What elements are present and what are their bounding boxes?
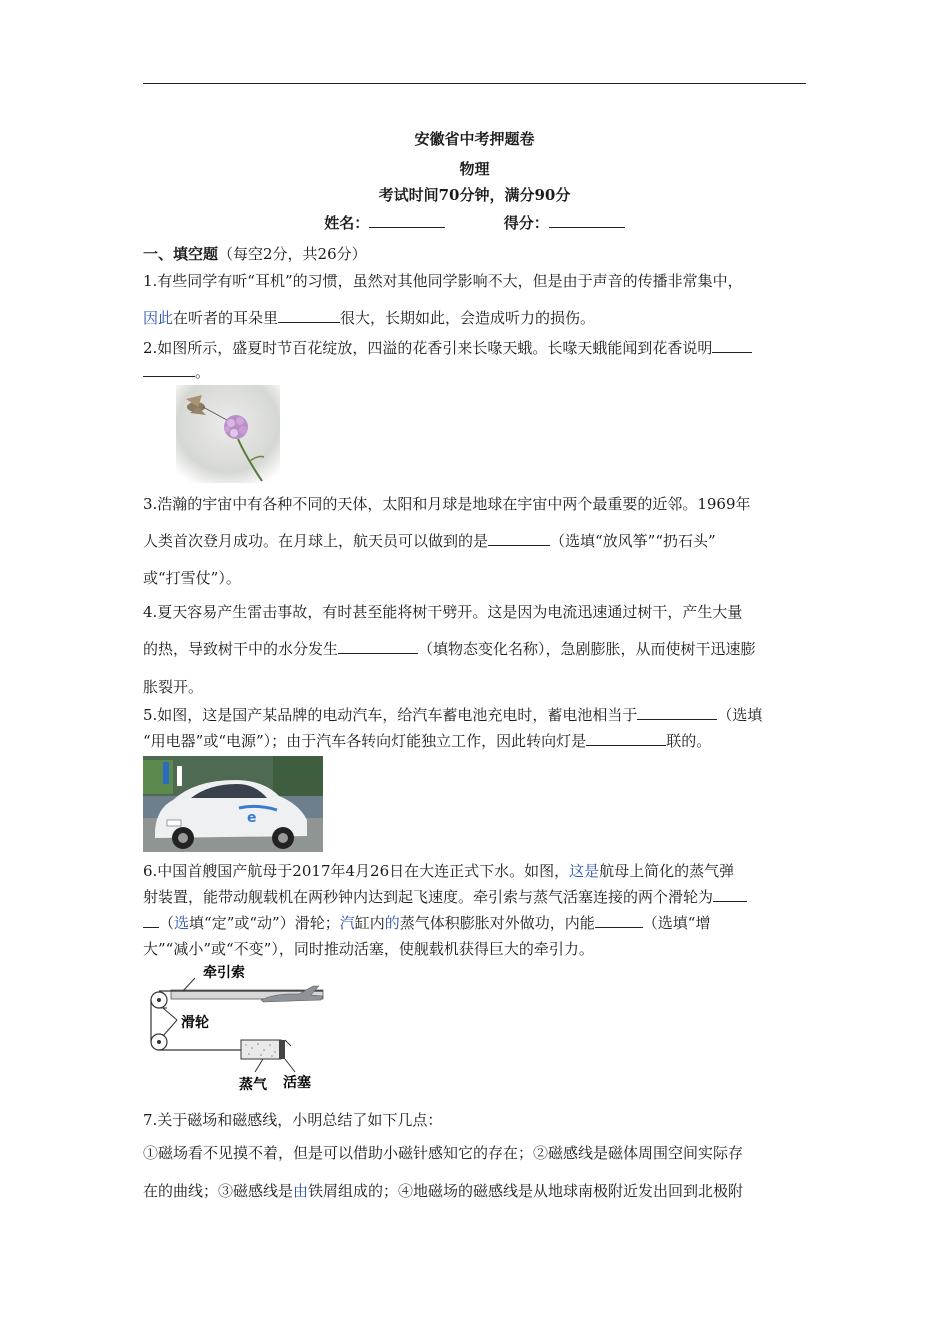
piston bbox=[279, 1040, 285, 1059]
q5-blank1[interactable] bbox=[637, 705, 717, 720]
label-piston: 活塞 bbox=[283, 1075, 311, 1091]
q3-line3: 或“打雪仗”）。 bbox=[143, 569, 241, 587]
score-label: 得分： bbox=[503, 214, 549, 232]
moth-flower-image bbox=[176, 385, 280, 483]
q6-blank1-cont[interactable] bbox=[143, 913, 159, 928]
label-traction-rope: 牵引索 bbox=[203, 965, 245, 981]
exam-info: 考试时间70分钟，满分90分 bbox=[378, 186, 571, 204]
steam-cylinder bbox=[241, 1040, 281, 1059]
q5-blank2[interactable] bbox=[586, 731, 666, 746]
q6-line1: 6.中国首艘国产航母于2017年4月26日在大连正式下水。如图，这是航母上简化的蒸气弹 bbox=[143, 862, 735, 880]
subject-title: 物理 bbox=[459, 160, 490, 178]
section-heading: 一、填空题（每空2分，共26分） bbox=[143, 245, 367, 263]
label-steam: 蒸气 bbox=[239, 1077, 267, 1093]
q4-line1: 4.夏天容易产生雷击事故，有时甚至能将树干劈开。这是因为电流迅速通过树干，产生大量 bbox=[143, 603, 743, 621]
q7-line3: 在的曲线；③磁感线是由铁屑组成的；④地磁场的磁感线是从地球南极附近发出回到北极附 bbox=[143, 1182, 744, 1200]
q3-line2: 人类首次登月成功。在月球上，航天员可以做到的是 （选填“放风筝”“扔石头” bbox=[143, 532, 716, 550]
steam-catapult-diagram bbox=[143, 960, 333, 1096]
svg-text:e: e bbox=[247, 810, 257, 826]
name-score-row bbox=[143, 212, 806, 233]
electric-car-image bbox=[143, 756, 323, 852]
q7-line2: ①磁场看不见摸不着，但是可以借助小磁针感知它的存在；②磁感线是磁体周围空间实际存 bbox=[143, 1144, 744, 1162]
name-label: 姓名： bbox=[324, 214, 370, 232]
q4-blank[interactable] bbox=[338, 639, 418, 654]
q6-line2: 射装置，能带动舰载机在两秒钟内达到起飞速度。牵引索与蒸气活塞连接的两个滑轮为 bbox=[143, 886, 811, 907]
label-pulley: 滑轮 bbox=[181, 1015, 209, 1031]
q5-line1: 5.如图，这是国产某品牌的电动汽车，给汽车蓄电池充电时，蓄电池相当于 （选填 bbox=[143, 706, 763, 724]
q5-line2: “用电器”或“电源”）；由于汽车各转向灯能独立工作，因此转向灯是 联的。 bbox=[143, 732, 712, 750]
q6-blank1[interactable] bbox=[713, 887, 747, 902]
q1-line2: 因此在听者的耳朵里 很大，长期如此，会造成听力的损伤。 bbox=[143, 309, 596, 327]
q2-line1: 2.如图所示，盛夏时节百花绽放，四溢的花香引来长喙天蛾。长喙天蛾能闻到花香说明 bbox=[143, 337, 811, 358]
q2-blank-cont[interactable] bbox=[143, 362, 195, 377]
q1-blank[interactable] bbox=[278, 308, 340, 323]
q6-line4: 大”“减小”或“不变”），同时推动活塞，使舰载机获得巨大的牵引力。 bbox=[143, 940, 594, 958]
q4-line3: 胀裂开。 bbox=[143, 678, 204, 696]
q4-line2: 的热，导致树干中的水分发生 （填物态变化名称），急剧膨胀，从而使树干迅速膨 bbox=[143, 640, 756, 658]
q2-blank[interactable] bbox=[712, 338, 752, 353]
q2-line2: 。 bbox=[143, 361, 811, 382]
score-blank[interactable] bbox=[549, 213, 625, 228]
exam-title: 安徽省中考押题卷 bbox=[414, 130, 535, 148]
q1-line1: 1.有些同学有听“耳机”的习惯，虽然对其他同学影响不大，但是由于声音的传播非常集中， bbox=[143, 272, 743, 290]
q6-blank2[interactable] bbox=[595, 913, 643, 928]
q6-line3: （选填“定”或“动”）滑轮；汽缸内的蒸气体积膨胀对外做功，内能 （选填“增 bbox=[143, 912, 811, 933]
q3-blank[interactable] bbox=[488, 531, 550, 546]
q3-line1: 3.浩瀚的宇宙中有各种不同的天体，太阳和月球是地球在宇宙中两个最重要的近邻。1969年 bbox=[143, 495, 751, 513]
top-rule bbox=[143, 83, 806, 84]
q7-line1: 7.关于磁场和磁感线，小明总结了如下几点： bbox=[143, 1111, 443, 1129]
name-blank[interactable] bbox=[369, 213, 445, 228]
